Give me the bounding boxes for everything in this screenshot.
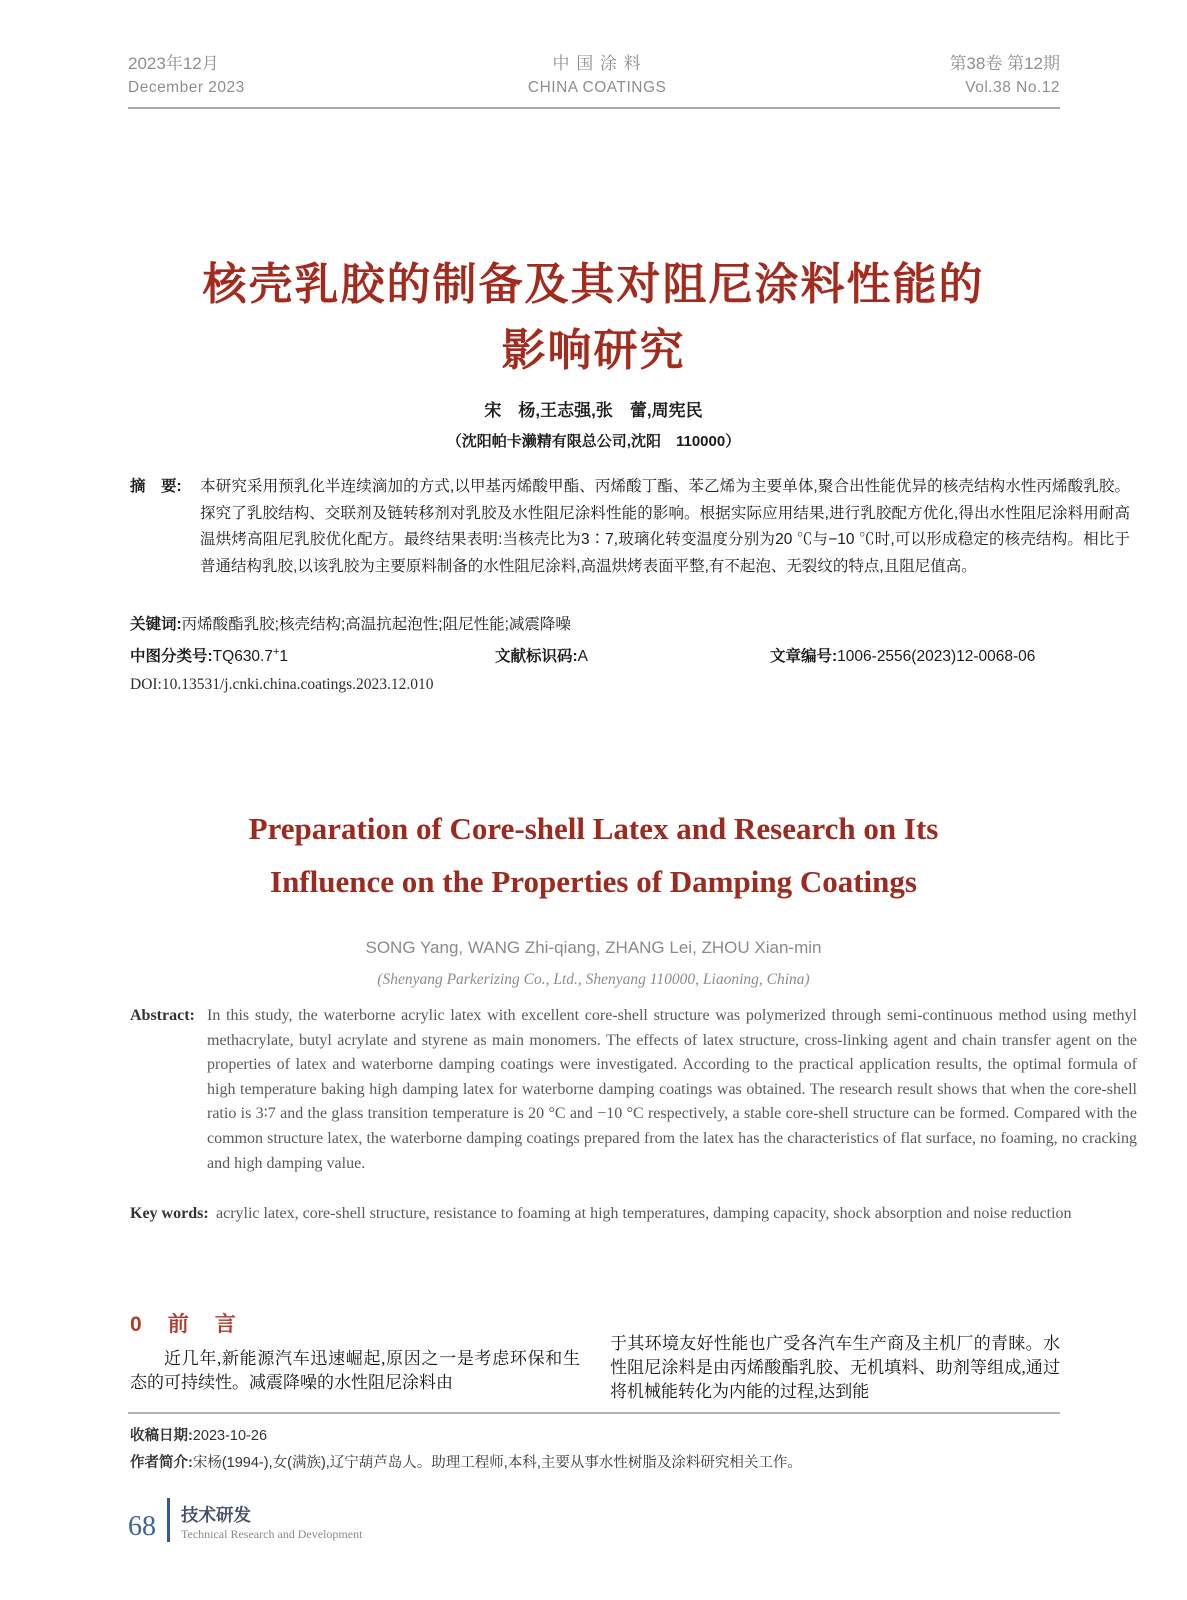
page-footer bbox=[128, 1498, 362, 1542]
journal-header-date bbox=[128, 52, 245, 100]
article-title-en-line2: Influence on the Properties of Damping Coatings bbox=[270, 864, 917, 899]
section-title-char2: 言 bbox=[214, 1313, 236, 1336]
classification-row bbox=[130, 644, 1060, 666]
footer-column-en: Technical Research and Development bbox=[181, 1527, 363, 1541]
doc-code-value: A bbox=[577, 648, 589, 665]
clc-superscript: + bbox=[272, 645, 280, 658]
journal-header bbox=[128, 52, 1060, 100]
footer-column-info bbox=[170, 1504, 362, 1542]
article-id-item bbox=[770, 644, 1035, 666]
keywords-zh-label: 关键词: bbox=[130, 616, 182, 633]
affiliation-zh: （沈阳帕卡濑精有限总公司,沈阳 110000） bbox=[446, 433, 741, 450]
section-heading-intro bbox=[130, 1312, 580, 1338]
footer-column-zh: 技术研发 bbox=[181, 1505, 251, 1525]
section-title-char1: 前 bbox=[167, 1313, 189, 1336]
doi-line: DOI:10.13531/j.cnki.china.coatings.2023.12.010 bbox=[130, 676, 434, 693]
article-title-zh-line1: 核壳乳胶的制备及其对阻尼涂料性能的 bbox=[202, 260, 985, 309]
journal-date-en: December 2023 bbox=[128, 79, 245, 96]
keywords-en bbox=[130, 1202, 1146, 1227]
author-bio bbox=[130, 1451, 802, 1472]
keywords-en-label: Key words: bbox=[130, 1205, 209, 1222]
body-left-column bbox=[130, 1312, 580, 1404]
clc-label: 中图分类号: bbox=[130, 648, 213, 665]
body-columns bbox=[130, 1312, 1060, 1404]
received-date bbox=[130, 1424, 267, 1445]
footnote-divider bbox=[128, 1412, 1060, 1414]
header-divider bbox=[128, 107, 1060, 109]
abstract-zh-label: 摘 要: bbox=[130, 478, 182, 495]
received-date-label: 收稿日期: bbox=[130, 1428, 193, 1444]
author-bio-label: 作者简介: bbox=[130, 1455, 193, 1471]
article-id-label: 文章编号: bbox=[770, 648, 838, 665]
article-title-zh bbox=[0, 252, 1187, 384]
journal-header-name bbox=[528, 52, 666, 100]
author-bio-text: 宋杨(1994-),女(满族),辽宁葫芦岛人。助理工程师,本科,主要从事水性树脂及涂料研究相关工作。 bbox=[192, 1455, 802, 1471]
keywords-zh-text: 丙烯酸酯乳胶;核壳结构;高温抗起泡性;阻尼性能;减震降噪 bbox=[181, 616, 571, 633]
section-number: 0 bbox=[130, 1313, 142, 1336]
abstract-zh-text: 本研究采用预乳化半连续滴加的方式,以甲基丙烯酸甲酯、丙烯酸丁酯、苯乙烯为主要单体,聚合出性能优异的核壳结构水性丙烯酸乳胶。探究了乳胶结构、交联剂及链转移剂对乳胶及水性阻尼涂料性能的影响。根据实际应用结果,进行乳胶配方优化,得出水性阻尼涂料用耐高温烘烤高阻尼乳胶优化配方。最终结果表明:当核壳比为3∶7,玻璃化转变温度分别为20 ℃与−10 ℃时,可以形成稳定的核壳结构。相比于普通结构乳胶,以该乳胶为主要原料制备的水性阻尼涂料,高温烘烤表面平整,有不起泡、无裂纹的特点,且阻尼值高。 bbox=[200, 478, 1130, 575]
abstract-zh bbox=[130, 474, 1130, 580]
body-right-column bbox=[610, 1312, 1060, 1404]
journal-issue-en: Vol.38 No.12 bbox=[965, 79, 1060, 96]
article-id-value: 1006-2556(2023)12-0068-06 bbox=[837, 648, 1036, 665]
page-number: 68 bbox=[128, 1511, 156, 1542]
abstract-en-label: Abstract: bbox=[130, 1007, 195, 1024]
clc-after: 1 bbox=[279, 648, 289, 665]
article-title-zh-line2: 影响研究 bbox=[501, 326, 686, 375]
abstract-en bbox=[130, 1004, 1137, 1176]
intro-paragraph-left: 近几年,新能源汽车迅速崛起,原因之一是考虑环保和生态的可持续性。减震降噪的水性阻尼涂料由 bbox=[130, 1349, 580, 1392]
affiliation-en: (Shenyang Parkerizing Co., Ltd., Shenyang 110000, Liaoning, China) bbox=[377, 971, 810, 988]
journal-date-zh: 2023年12月 bbox=[128, 54, 219, 73]
received-date-value: 2023-10-26 bbox=[192, 1428, 268, 1444]
article-title-en-line1: Preparation of Core-shell Latex and Research on Its bbox=[248, 811, 939, 846]
clc-item bbox=[130, 645, 289, 665]
abstract-en-text: In this study, the waterborne acrylic latex with excellent core-shell structure was polymerized through semi-continuous method using methyl methacrylate, butyl acrylate and styrene as main monomers. The effects of latex structure, cross-linking agent and chain transfer agent on the properties of latex and waterborne damping coatings were investigated. According to the practical application results, the optimal formula of high temperature baking high damping latex for waterborne damping coatings was obtained. The research result shows that when the core-shell ratio is 3∶7 and the glass transition temperature is 20 °C and −10 °C respectively, a stable core-shell structure can be formed. Compared with the common structure latex, the waterborne damping coatings prepared from the latex has the characteristics of flat surface, no foaming, no cracking and high damping value. bbox=[207, 1007, 1137, 1172]
intro-paragraph-right: 于其环境友好性能也广受各汽车生产商及主机厂的青睐。水性阻尼涂料是由丙烯酸酯乳胶、无机填料、助剂等组成,通过将机械能转化为内能的过程,达到能 bbox=[610, 1334, 1060, 1401]
journal-name-zh: 中 国 涂 料 bbox=[552, 54, 642, 73]
journal-issue-zh: 第38卷 第12期 bbox=[949, 54, 1060, 73]
keywords-en-text: acrylic latex, core-shell structure, resistance to foaming at high temperatures, damping capacity, shock absorption and noise reduction bbox=[216, 1205, 1072, 1222]
doc-code-item bbox=[495, 644, 588, 666]
journal-header-issue bbox=[949, 52, 1060, 100]
keywords-zh bbox=[130, 612, 1060, 638]
article-title-en bbox=[0, 802, 1187, 908]
doc-code-label: 文献标识码: bbox=[495, 648, 578, 665]
clc-value: TQ630.7 bbox=[212, 648, 273, 665]
authors-en: SONG Yang, WANG Zhi-qiang, ZHANG Lei, ZHOU Xian-min bbox=[365, 938, 822, 957]
authors-zh: 宋 杨,王志强,张 蕾,周宪民 bbox=[484, 401, 703, 420]
journal-name-en: CHINA COATINGS bbox=[527, 79, 667, 96]
